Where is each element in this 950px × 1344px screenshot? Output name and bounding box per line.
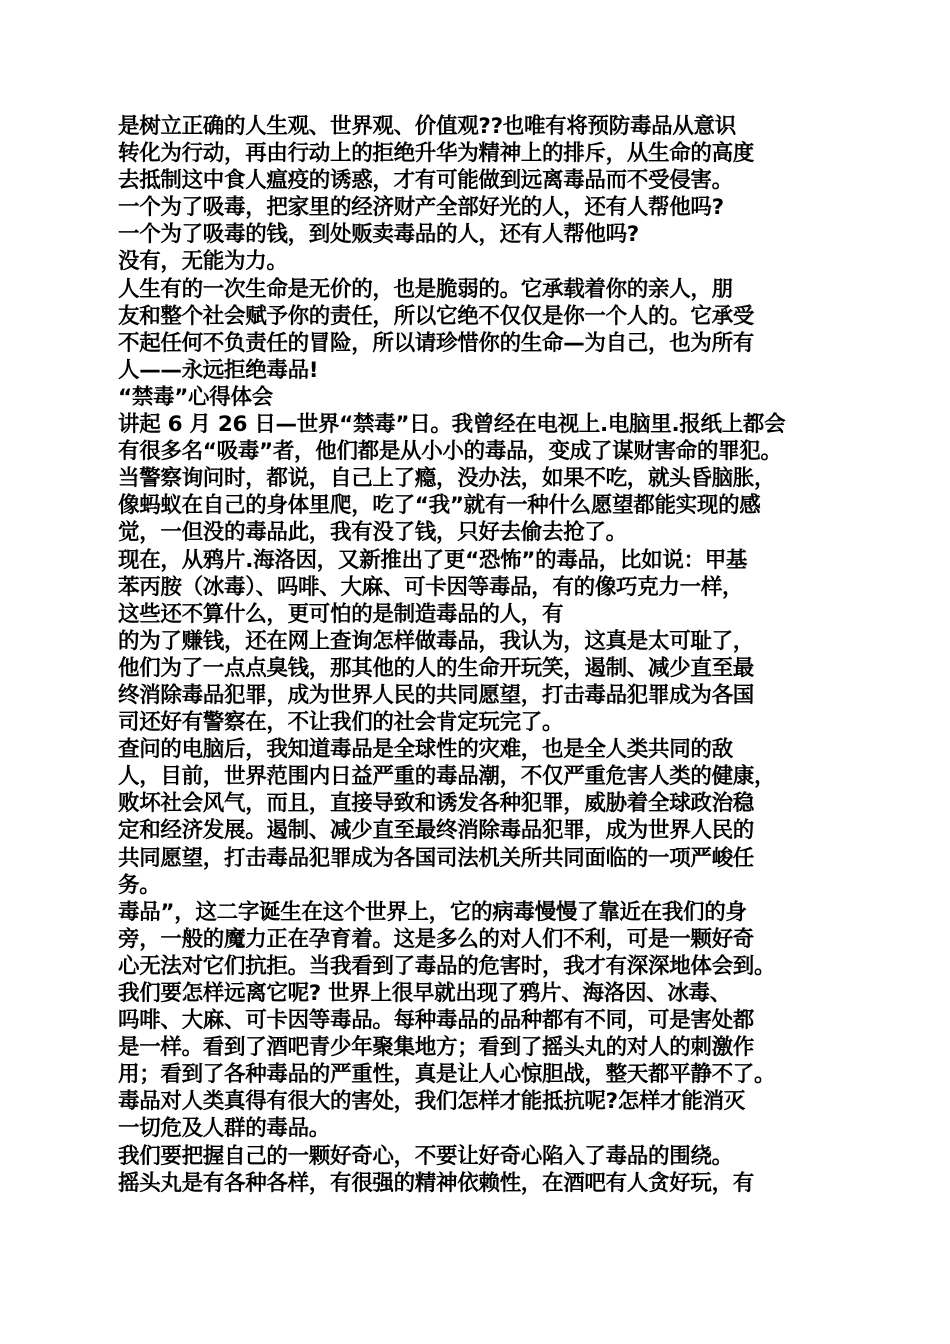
text-line: 现在，从鸦片.海洛因，又新推出了更“恐怖”的毒品，比如说：甲基 <box>118 547 748 573</box>
text-line: 我们要把握自己的一颗好奇心，不要让好奇心陷入了毒品的围绕。 <box>118 1143 733 1169</box>
text-line: 像蚂蚁在自己的身体里爬，吃了“我”就有一种什么愿望都能实现的感 <box>118 493 761 519</box>
text-line: 败坏社会风气，而且，直接导致和诱发各种犯罪，威胁着全球政治稳 <box>118 791 755 817</box>
text-line: 司还好有警察在，不让我们的社会肯定玩完了。 <box>118 710 564 736</box>
text-line: 讲起 6 月 26 日—世界“禁毒”日。我曾经在电视上.电脑里.报纸上都会 <box>118 412 786 438</box>
text-line: 当警察询问时，都说，自己上了瘾，没办法，如果不吃，就头昏脑胀， <box>118 466 776 492</box>
text-line: 这些还不算什么，更可怕的是制造毒品的人，有 <box>118 601 564 627</box>
text-line: 终消除毒品犯罪，成为世界人民的共同愿望，打击毒品犯罪成为各国 <box>118 682 755 708</box>
text-line: 务。 <box>118 872 161 898</box>
text-line: 转化为行动，再由行动上的拒绝升华为精神上的排斥，从生命的高度 <box>118 141 755 167</box>
text-line: 他们为了一点点臭钱，那其他的人的生命开玩笑，遏制、减少直至最 <box>118 655 755 681</box>
text-line: 的为了赚钱，还在网上查询怎样做毒品，我认为，这真是太可耻了， <box>118 628 755 654</box>
text-line: 友和整个社会赋予你的责任，所以它绝不仅仅是你一个人的。它承受 <box>118 303 755 329</box>
text-line: 一切危及人群的毒品。 <box>118 1116 331 1142</box>
text-line: 一个为了吸毒，把家里的经济财产全部好光的人，还有人帮他吗? <box>118 195 724 221</box>
text-line: 定和经济发展。遏制、减少直至最终消除毒品犯罪，成为世界人民的 <box>118 818 755 844</box>
text-line: “禁毒”心得体会 <box>118 384 273 410</box>
text-line: 人，目前，世界范围内日益严重的毒品潮，不仅严重危害人类的健康， <box>118 764 776 790</box>
text-line: 一个为了吸毒的钱，到处贩卖毒品的人，还有人帮他吗? <box>118 222 639 248</box>
text-line: 查问的电脑后，我知道毒品是全球性的灾难，也是全人类共同的敌 <box>118 737 733 763</box>
text-line: 不起任何不负责任的冒险，所以请珍惜你的生命—为自己，也为所有 <box>118 330 755 356</box>
text-line: 毒品”，这二字诞生在这个世界上，它的病毒慢慢了靠近在我们的身 <box>118 899 747 925</box>
text-line: 心无法对它们抗拒。当我看到了毒品的危害时，我才有深深地体会到。 <box>118 953 776 979</box>
document-body <box>118 113 844 1197</box>
text-line: 毒品对人类真得有很大的害处，我们怎样才能抵抗呢?怎样才能消灭 <box>118 1089 745 1115</box>
text-line: 摇头丸是有各种各样，有很强的精神依赖性，在酒吧有人贪好玩，有 <box>118 1170 755 1196</box>
text-line: 觉，一但没的毒品此，我有没了钱，只好去偷去抢了。 <box>118 520 627 546</box>
text-line: 人——永远拒绝毒品! <box>118 357 319 383</box>
text-line: 用；看到了各种毒品的严重性，真是让人心惊胆战，整天都平静不了。 <box>118 1062 776 1088</box>
text-line: 旁，一般的魔力正在孕育着。这是多么的对人们不利，可是一颗好奇 <box>118 926 755 952</box>
text-line: 没有，无能为力。 <box>118 249 288 275</box>
text-line: 人生有的一次生命是无价的，也是脆弱的。它承载着你的亲人，朋 <box>118 276 733 302</box>
text-line: 是树立正确的人生观、世界观、价值观??也唯有将预防毒品从意识 <box>118 114 736 139</box>
text-line: 共同愿望，打击毒品犯罪成为各国司法机关所共同面临的一项严峻任 <box>118 845 755 871</box>
text-line: 苯丙胺（冰毒）、吗啡、大麻、可卡因等毒品，有的像巧克力一样， <box>118 574 744 600</box>
text-line: 是一样。看到了酒吧青少年聚集地方；看到了摇头丸的对人的刺激作 <box>118 1035 755 1061</box>
text-line: 去抵制这中食人瘟疫的诱惑，才有可能做到远离毒品而不受侵害。 <box>118 168 733 194</box>
text-line: 吗啡、大麻、可卡因等毒品。每种毒品的品种都有不同，可是害处都 <box>118 1008 755 1034</box>
text-line: 我们要怎样远离它呢? 世界上很早就出现了鸦片、海洛因、冰毒、 <box>118 981 731 1006</box>
text-line: 有很多名“吸毒”者，他们都是从小小的毒品，变成了谋财害命的罪犯。 <box>118 439 782 465</box>
